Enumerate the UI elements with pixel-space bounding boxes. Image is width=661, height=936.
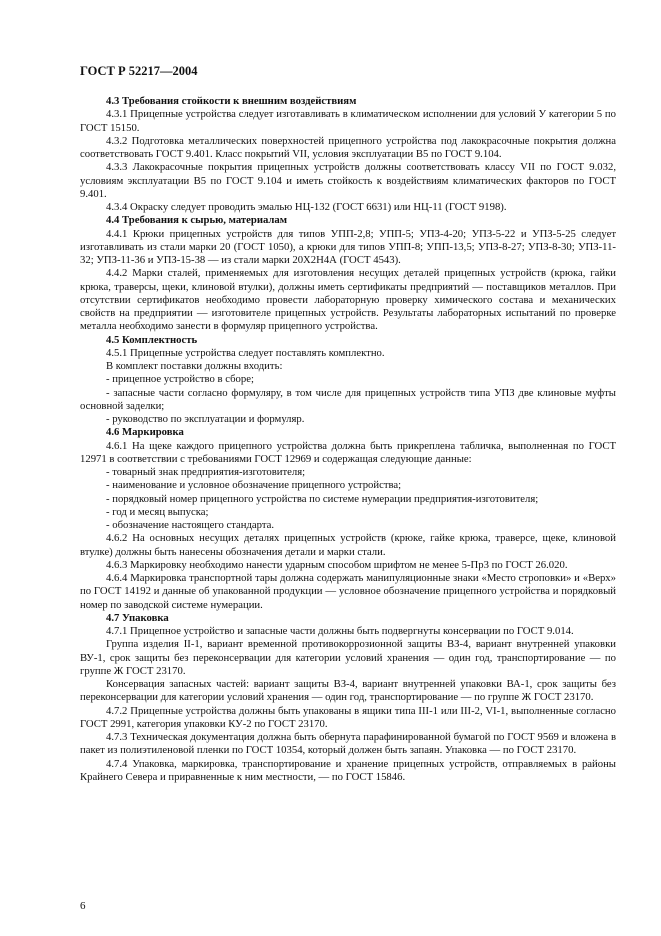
paragraph: 4.6.3 Маркировку необходимо нанести ударным способом шрифтом не менее 5-Пр3 по ГОСТ 26.020. (106, 558, 568, 571)
paragraph: - год и месяц выпуска; (106, 505, 209, 518)
paragraph: 4.5.1 Прицепные устройства следует поставлять комплектно. (106, 346, 385, 359)
section-heading: 4.5 Комплектность (106, 333, 198, 346)
paragraph: 4.6.2 На основных несущих деталях прицепных устройств (крюке, гайке крюка, траверсе, щеке, клиновой втулке) должны быть нанесены обозначения детали и марки стали. (80, 532, 616, 558)
paragraph: 4.3.3 Лакокрасочные покрытия прицепных устройств должны соответствовать классу VII по ГОСТ 9.032, условиям эксплуатации В5 по ГОСТ 9.104 и иметь стойкость к воздействиям климатических факторов по ГОСТ 9.401. (80, 161, 616, 200)
paragraph: 4.3.2 Подготовка металлических поверхностей прицепного устройства под лакокрасочные покрытия должна соответствовать ГОСТ 9.401. Класс покрытий VII, условия эксплуатации В5 по ГОСТ 9.104. (80, 134, 616, 160)
paragraph: 4.3.1 Прицепные устройства следует изготавливать в климатическом исполнении для условий У категории 5 по ГОСТ 15150. (80, 108, 616, 134)
paragraph: - порядковый номер прицепного устройства по системе нумерации предприятия-изготовителя; (106, 492, 539, 505)
document-body (80, 95, 616, 784)
paragraph: 4.6.1 На щеке каждого прицепного устройства должна быть прикреплена табличка, выполненная по ГОСТ 12971 в соответствии с требованиями ГОСТ 12969 и содержащая следующие данные: (80, 439, 616, 465)
paragraph: - запасные части согласно формуляру, в том числе для прицепных устройств типа УПЗ две клиновые муфты основной заделки; (80, 386, 616, 412)
paragraph: 4.7.3 Техническая документация должна быть обернута парафинированной бумагой по ГОСТ 9569 и вложена в пакет из полиэтиленовой пленки по ГОСТ 10354, который должен быть запаян. Упаковка — по ГОСТ 23170. (80, 731, 616, 757)
paragraph: Консервация запасных частей: вариант защиты ВЗ-4, вариант внутренней упаковки ВА-1, срок защиты без переконсервации для категории условий хранения — один год, транспортирование — по группе Ж ГОСТ 23170. (80, 678, 616, 704)
section-heading: 4.3 Требования стойкости к внешним воздействиям (106, 95, 357, 107)
paragraph: Группа изделия II-1, вариант временной противокоррозионной защиты ВЗ-4, вариант внутренней упаковки ВУ-1, срок защиты без переконсервации для категории условий хранения — один год, транспортирование — по группе Ж ГОСТ 23170. (80, 638, 616, 677)
paragraph: - обозначение настоящего стандарта. (106, 519, 275, 531)
paragraph: 4.4.2 Марки сталей, применяемых для изготовления несущих деталей прицепных устройств (крюка, гайки крюка, траверсы, щеки, клиновой втулки), должны иметь сертификаты предприятий — поставщиков металлов. При отсутствии сертификатов необходимо провести лабораторную проверку химического состава и механических свойств на предприятии — изготовителе прицепных устройств. Результаты лабораторных испытаний по проверке металла необходимо занести в формуляр прицепного устройства. (80, 267, 616, 333)
section-heading: 4.4 Требования к сырью, материалам (106, 214, 288, 227)
page-number: 6 (80, 900, 86, 912)
standard-header: ГОСТ Р 52217—2004 (80, 64, 198, 78)
section-heading: 4.7 Упаковка (106, 611, 169, 624)
paragraph: - прицепное устройство в сборе; (106, 373, 254, 386)
paragraph: 4.7.1 Прицепное устройство и запасные части должны быть подвергнуты консервации по ГОСТ 9.014. (106, 625, 574, 637)
paragraph: 4.7.2 Прицепные устройства должны быть упакованы в ящики типа III-1 или III-2, VI-1, выполненные согласно ГОСТ 2991, категория упаковки КУ-2 по ГОСТ 23170. (80, 704, 616, 730)
section-heading: 4.6 Маркировка (106, 426, 184, 439)
paragraph: - наименование и условное обозначение прицепного устройства; (106, 479, 402, 492)
paragraph: В комплект поставки должны входить: (106, 360, 283, 372)
paragraph: - руководство по эксплуатации и формуляр. (106, 413, 305, 425)
paragraph: 4.4.1 Крюки прицепных устройств для типов УПП-2,8; УПП-5; УПЗ-4-20; УПЗ-5-22 и УПЗ-5-25 следует изготавливать из стали марки 20 (ГОСТ 1050), а крюки для типов УПП-8; УПП-13,5; УПЗ-8-27; УПЗ-8-30; УПЗ-11-32; УПЗ-11-36 и УПЗ-15-38 — из стали марки 20Х2Н4А (ГОСТ 4543). (80, 227, 616, 266)
paragraph: 4.3.4 Окраску следует проводить эмалью НЦ-132 (ГОСТ 6631) или НЦ-11 (ГОСТ 9198). (106, 201, 507, 213)
paragraph: - товарный знак предприятия-изготовителя; (106, 466, 306, 478)
paragraph: 4.6.4 Маркировка транспортной тары должна содержать манипуляционные знаки «Место строповки» и «Верх» по ГОСТ 14192 и данные об упакованной продукции — условное обозначение прицепного устройства и порядковый номер по заводской системе нумерации. (80, 572, 616, 611)
paragraph: 4.7.4 Упаковка, маркировка, транспортирование и хранение прицепных устройств, отправляемых в районы Крайнего Севера и приравненные к ним местности, — по ГОСТ 15846. (80, 757, 616, 783)
